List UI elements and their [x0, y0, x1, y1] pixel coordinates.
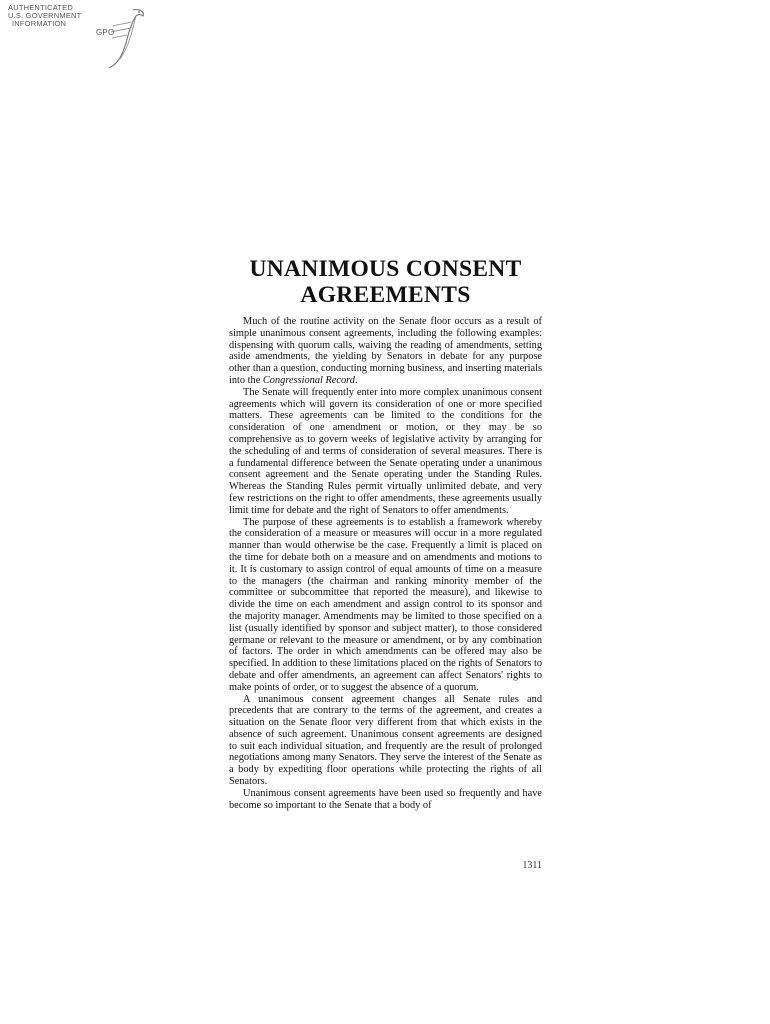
title-line-2: AGREEMENTS — [300, 282, 471, 308]
document-page — [229, 256, 542, 811]
body-text — [229, 316, 542, 811]
paragraph: Unanimous consent agreements have been used so frequently and have become so important to the Senate that a body of — [229, 787, 542, 811]
paragraph: The Senate will frequently enter into more complex unanimous consent agreements which will govern its consideration of one or more specified matters. These agreements can be limited to the conditions for the consideration of one amendment or motion, or they may be so comprehensive as to govern weeks of legislative activity by arranging for the scheduling of and terms of consideration of several measures. There is a fundamental difference between the Senate operating under a unanimous consent agreement and the Senate operating under the Standing Rules. Whereas the Standing Rules permit virtually unlimited debate, and very few restrictions on the right to offer amendments, these agreements usually limit time for debate and the right of Senators to offer amendments. — [229, 386, 542, 516]
eagle-icon — [103, 6, 147, 70]
seal-line: GPO — [96, 28, 115, 37]
title-line-1: UNANIMOUS CONSENT — [249, 256, 522, 282]
chapter-title — [229, 256, 542, 308]
seal-line: U.S. GOVERNMENT — [8, 11, 82, 20]
paragraph: A unanimous consent agreement changes all Senate rules and precedents that are contrary to the terms of the agreement, and creates a situation on the Senate floor very different from that which exists in the absence of such agreement. Unanimous consent agreements are designed to suit each individual situation, and frequently are the result of prolonged negotiations among many Senators. They serve the interest of the Senate as a body by expediting floor operations while protecting the rights of all Senators. — [229, 693, 542, 788]
paragraph-text: Much of the routine activity on the Senate floor occurs as a result of simple unanimous consent agreements, including the following examples: dispensing with quorum calls, waiving the reading of amendments, setting aside amendments, the yielding by Senators in debate for any purpose other than a question, conducting morning business, and inserting materials into the — [229, 316, 542, 386]
gpo-authentication-seal — [8, 4, 148, 70]
paragraph: The purpose of these agreements is to establish a framework whereby the consideration of a measure or measures will occur in a more regulated manner than would otherwise be the case. Frequently a limit is placed on the time for debate both on a measure and on amendments and motions to it. It is customary to assign control of equal amounts of time on a measure to the managers (the chairman and ranking minority member of the committee or subcommittee that reported the measure), and likewise to divide the time on each amendment and assign control to its sponsor and the majority manager. Amendments may be limited to those specified on a list (usually identified by sponsor and subject matter), to those considered germane or relevant to the measure or amendment, or by any combination of factors. The order in which amendments can be offered may also be specified. In addition to these limitations placed on the rights of Senators to debate and offer amendments, an agreement can affect Senators' rights to make points of order, or to suggest the absence of a quorum. — [229, 516, 542, 693]
italic-citation: Congressional Record — [262, 374, 355, 386]
seal-line: AUTHENTICATED — [8, 3, 73, 12]
paragraph — [229, 316, 542, 387]
page-number: 1311 — [522, 860, 542, 871]
paragraph-end: . — [354, 374, 358, 386]
seal-line: INFORMATION — [12, 19, 67, 28]
seal-text — [8, 4, 114, 37]
